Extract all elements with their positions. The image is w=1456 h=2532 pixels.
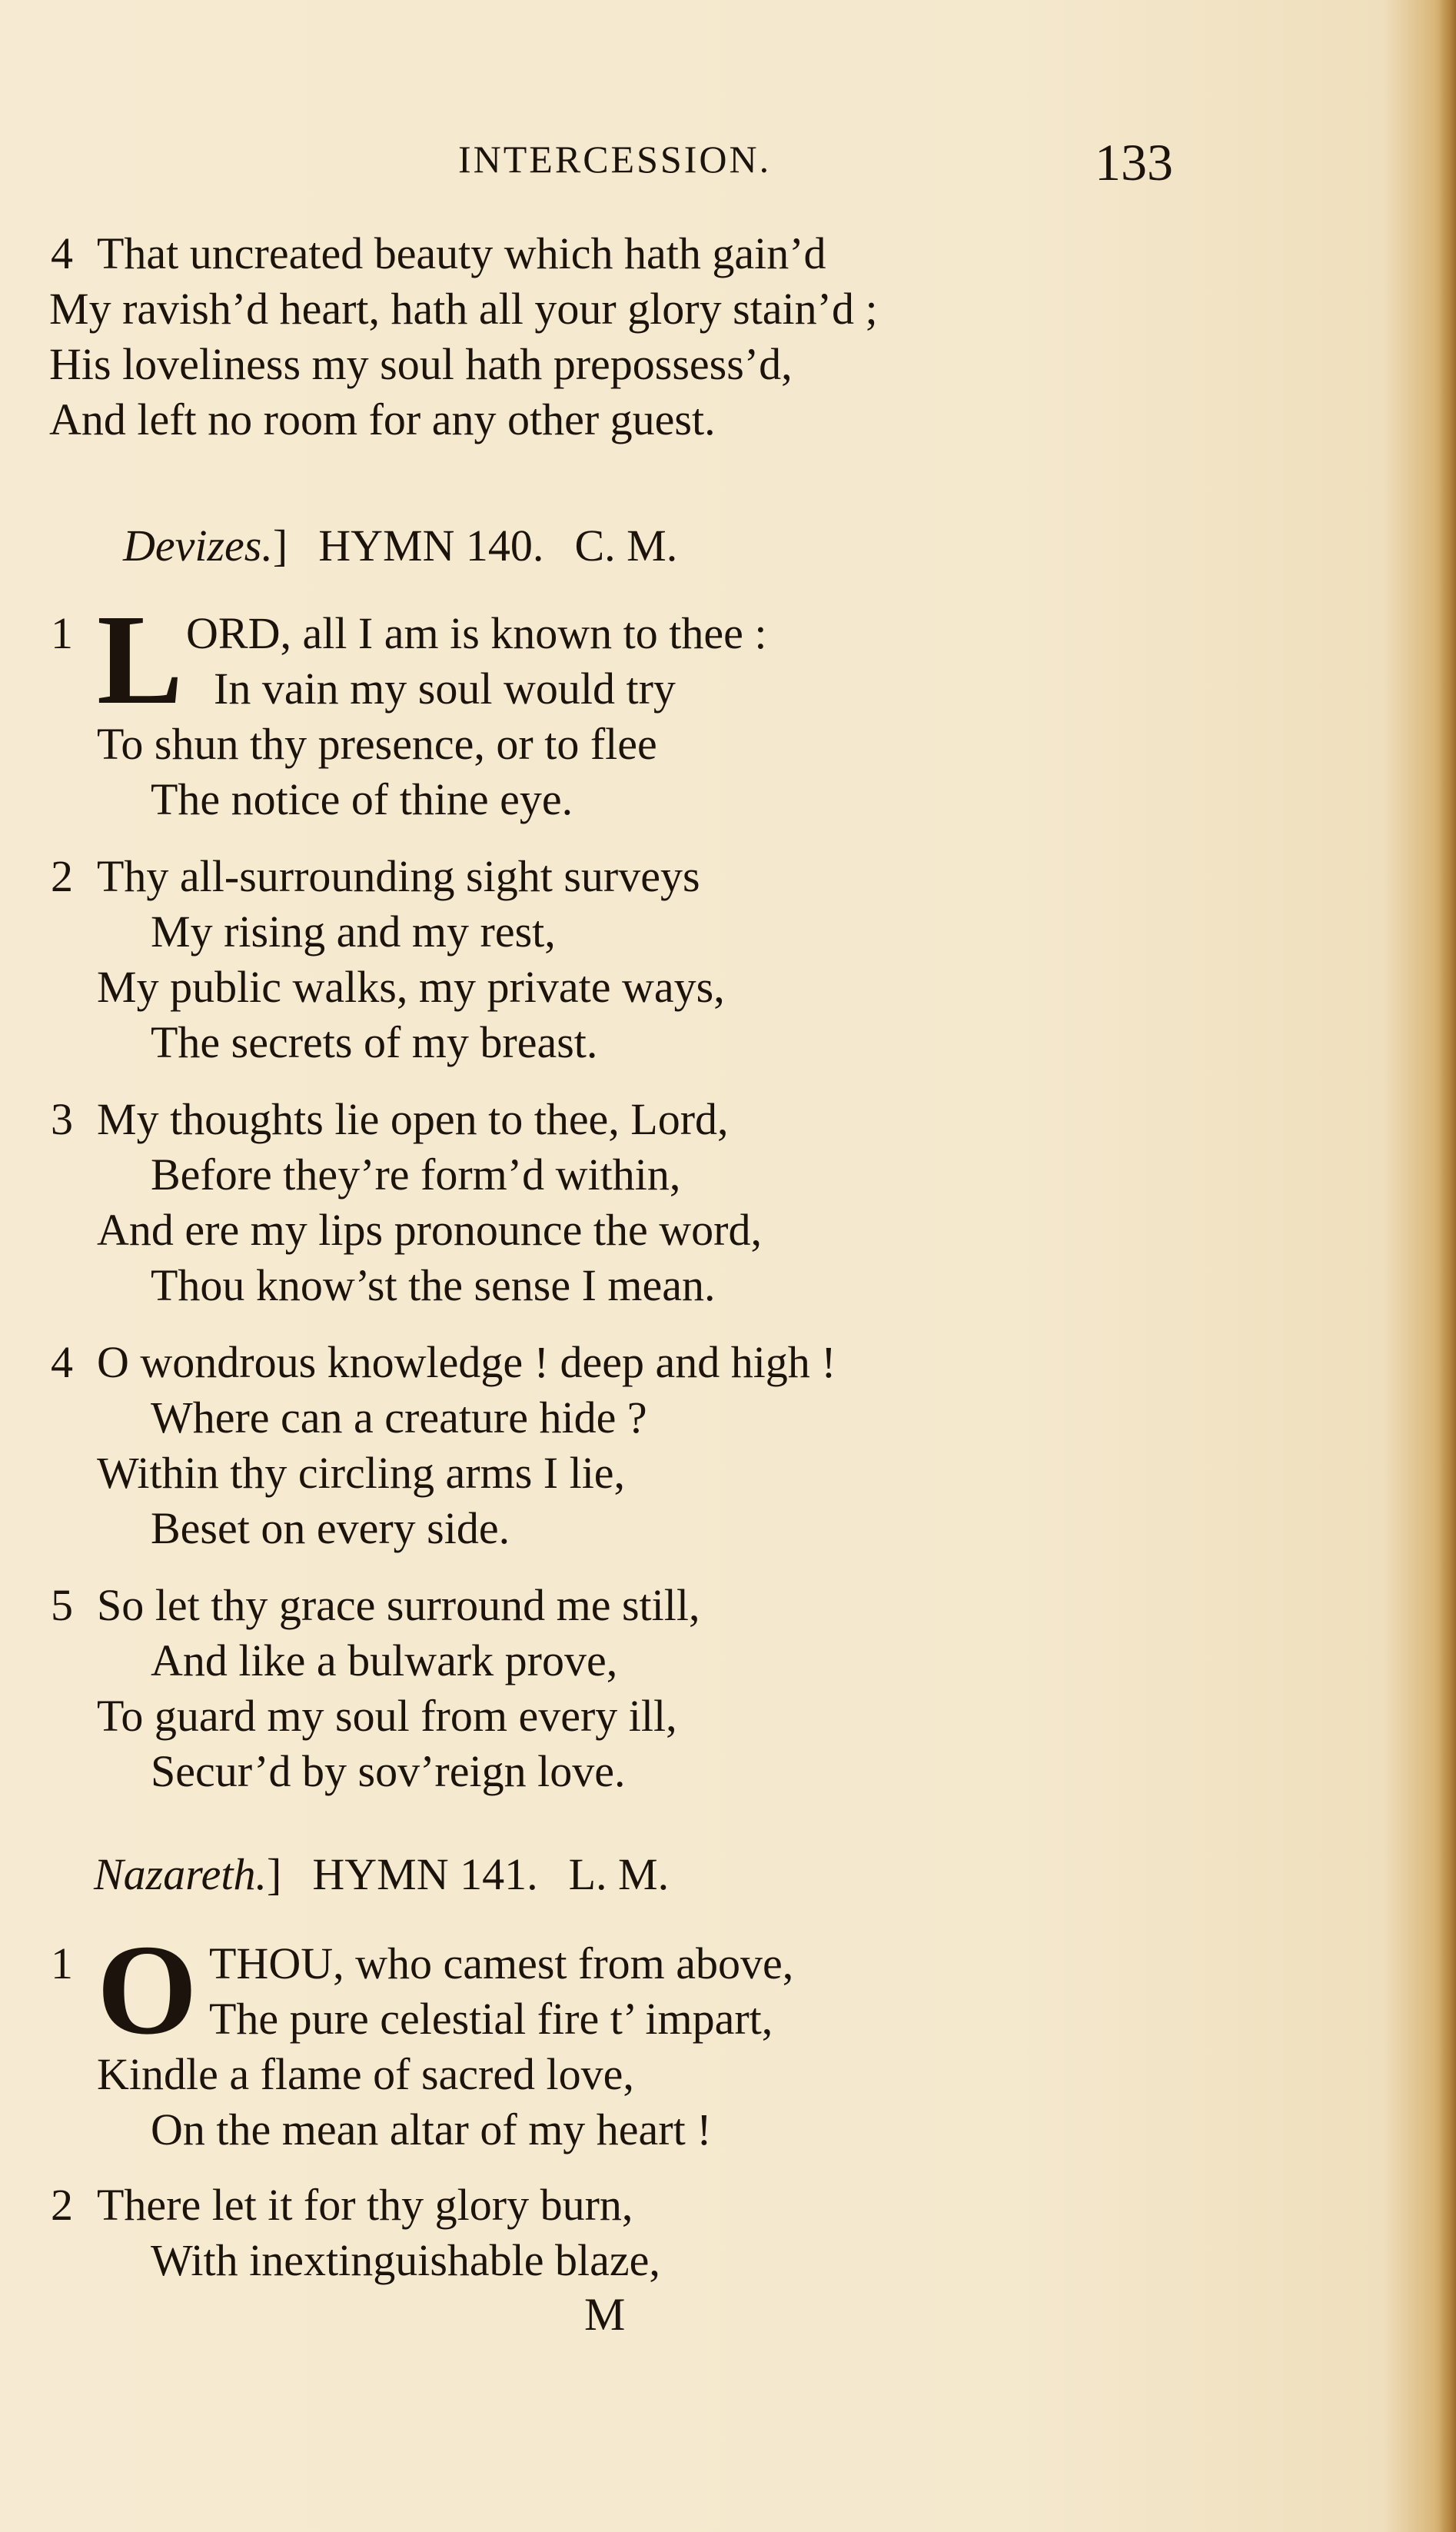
verse-line: ORD, all I am is known to thee : <box>186 608 767 658</box>
stanza-number: 2 <box>51 851 73 901</box>
hymn-meter: C. M. <box>574 521 678 571</box>
verse-line: The secrets of my breast. <box>151 1017 598 1067</box>
verse-line: My rising and my rest, <box>151 907 556 957</box>
hymn-140-stanza-5 <box>51 1578 700 1799</box>
verse-line: And like a bulwark prove, <box>151 1635 618 1685</box>
verse-line: Where can a creature hide ? <box>151 1392 647 1442</box>
verse-line: There let it for thy glory burn, <box>97 2180 633 2230</box>
verse-line: So let thy grace surround me still, <box>97 1580 700 1630</box>
verse-line: On the mean altar of my heart ! <box>151 2104 712 2154</box>
verse-line: The notice of thine eye. <box>151 774 573 824</box>
verse-line: In vain my soul would try <box>214 664 676 714</box>
hymn-title: HYMN 140. <box>318 521 544 571</box>
stanza-number: 5 <box>51 1580 73 1630</box>
verse-line: His loveliness my soul hath prepossess’d, <box>49 339 793 389</box>
drop-cap: O <box>97 1918 198 2061</box>
running-head <box>0 133 1456 191</box>
stanza-number: 2 <box>51 2180 73 2230</box>
drop-cap: L <box>97 588 184 731</box>
verse-line: And left no room for any other guest. <box>49 394 716 444</box>
verse-line: Kindle a flame of sacred love, <box>97 2049 634 2099</box>
verse-line: And ere my lips pronounce the word, <box>97 1205 762 1255</box>
verse-line: Within thy circling arms I lie, <box>97 1448 626 1498</box>
page-number: 133 <box>1095 133 1173 191</box>
hymn-141-stanza-1 <box>51 1918 794 2158</box>
stanza-number: 3 <box>51 1094 73 1144</box>
hymn-140-stanza-1 <box>51 588 767 827</box>
verse-line: My thoughts lie open to thee, Lord, <box>97 1094 729 1144</box>
verse-line: With inextinguishable blaze, <box>151 2235 660 2285</box>
hymn-140-stanza-3 <box>51 1092 762 1313</box>
running-title: INTERCESSION. <box>458 138 772 181</box>
dropcap-block <box>97 588 767 731</box>
bracket: ] <box>272 521 288 571</box>
verse-line: Thy all-surrounding sight surveys <box>97 851 700 901</box>
verse-line: My ravish’d heart, hath all your glory stain’d ; <box>49 284 878 334</box>
hymn-meter: L. M. <box>568 1849 670 1899</box>
page-edge-shadow <box>1439 0 1456 2532</box>
hymn-140-stanza-2 <box>51 849 725 1070</box>
stanza-number: 4 <box>51 1337 73 1387</box>
tune-name: Nazareth. <box>94 1849 268 1899</box>
hymn-140-heading <box>123 520 677 571</box>
verse-line: My public walks, my private ways, <box>97 962 725 1012</box>
verse-line: THOU, who camest from above, <box>209 1938 794 1988</box>
verse-line: Before they’re form’d within, <box>151 1150 681 1199</box>
dropcap-block <box>97 1918 794 2061</box>
hymn-140-stanza-4 <box>51 1335 836 1556</box>
hymn-title: HYMN 141. <box>312 1849 538 1899</box>
verse-line: To guard my soul from every ill, <box>97 1691 677 1741</box>
verse-line: Thou know’st the sense I mean. <box>151 1260 716 1310</box>
verse-line: Secur’d by sov’reign love. <box>151 1746 626 1796</box>
bracket: ] <box>267 1849 282 1899</box>
verse-line: To shun thy presence, or to flee <box>97 719 657 769</box>
stanza-number: 1 <box>51 608 73 658</box>
signature-mark: M <box>584 2289 626 2340</box>
hymn-141-heading <box>94 1848 669 1900</box>
tune-name: Devizes. <box>123 521 273 571</box>
verse-line: The pure celestial fire t’ impart, <box>209 1994 773 2044</box>
stanza-number: 1 <box>51 1938 73 1988</box>
verse-line: That uncreated beauty which hath gain’d <box>97 228 826 278</box>
verse-line: O wondrous knowledge ! deep and high ! <box>97 1337 836 1387</box>
stanza-number: 4 <box>51 228 73 278</box>
hymn-141-stanza-2 <box>51 2178 660 2288</box>
stanza-continued <box>49 226 878 448</box>
verse-line: Beset on every side. <box>151 1503 510 1553</box>
